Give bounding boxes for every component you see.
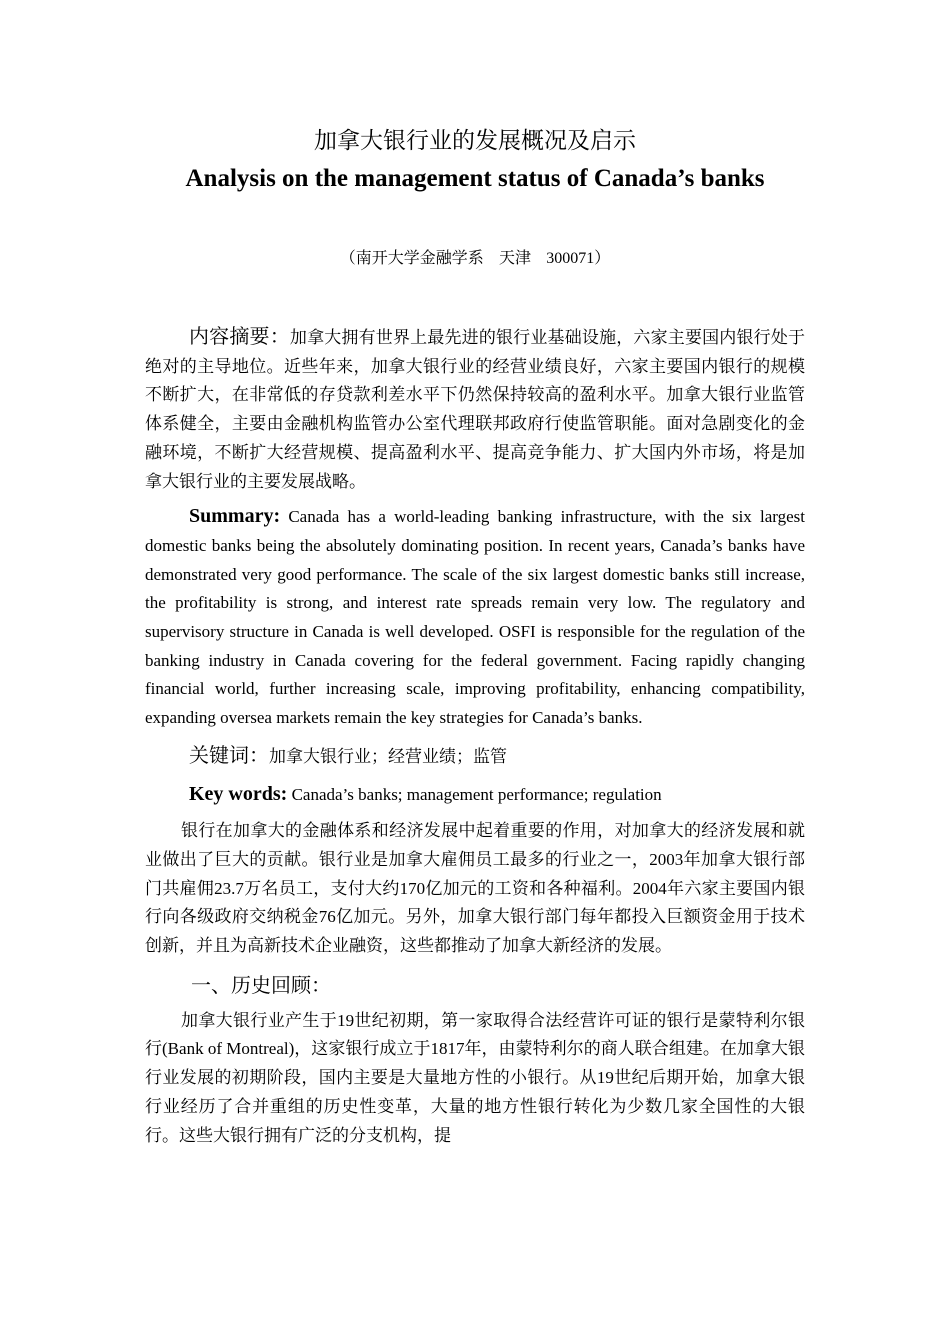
affiliation-city: 天津 — [498, 248, 531, 267]
keywords-english-text: Canada’s banks; management performance; regulation — [291, 784, 662, 804]
keywords-chinese-label: 关键词： — [189, 742, 269, 767]
title-english: Analysis on the management status of Canada’s banks — [185, 165, 765, 192]
author-affiliation — [0, 246, 950, 271]
abstract-english-text: Canada has a world-leading banking infrastructure, with the six largest domestic banks being the absolutely dominating position. In recent years, Canada’s banks have demonstrated very good performance. The scale of the six largest domestic banks still increase, the profitability is strong, and interest rate spreads remain very low. The regulatory and supervisory structure in Canada is well developed. OSFI is responsible for the regulation of the banking industry in Canada covering for the federal government. Facing rapidly changing financial world, further increasing scale, improving profitability, enhancing compatibility, expanding oversea markets remain the key strategies for Canada’s banks. — [145, 507, 806, 728]
abstract-chinese-text: 加拿大拥有世界上最先进的银行业基础设施，六家主要国内银行处于绝对的主导地位。近些年来，加拿大银行业的经营业绩良好，六家主要国内银行的规模不断扩大，在非常低的存贷款利差水平下仍然保持较高的盈利水平。加拿大银行业监管体系健全，主要由金融机构监管办公室代理联邦政府行使监管职能。面对急剧变化的金融环境，不断扩大经营规模、提高盈利水平、提高竞争能力、扩大国内外市场，将是加拿大银行业的主要发展战略。 — [145, 328, 806, 491]
section-heading: 一、历史回顾： — [191, 972, 331, 997]
keywords-english — [145, 780, 805, 810]
keywords-chinese — [145, 741, 805, 772]
affiliation-postcode: 300071） — [546, 250, 611, 267]
keywords-english-label: Key words: — [189, 782, 288, 805]
abstract-english — [145, 502, 805, 733]
keywords-chinese-text: 加拿大银行业；经营业绩；监管 — [269, 746, 507, 766]
abstract-english-label: Summary: — [189, 505, 281, 528]
title-chinese: 加拿大银行业的发展概况及启示 — [314, 128, 636, 154]
abstract-chinese — [145, 322, 805, 496]
abstract-chinese-label: 内容摘要： — [189, 324, 290, 348]
intro-paragraph: 银行在加拿大的金融体系和经济发展中起着重要的作用，对加拿大的经济发展和就业做出了巨大的贡献。银行业是加拿大雇佣员工最多的行业之一，2003年加拿大银行部门共雇佣23.7万名员工，支付大约170亿加元的工资和各种福利。2004年六家主要国内银行向各级政府交纳税金76亿加元。另外，加拿大银行部门每年都投入巨额资金用于技术创新，并且为高新技术企业融资，这些都推动了加拿大新经济的发展。 — [145, 821, 805, 956]
affiliation-text: （南开大学金融学系 — [339, 248, 484, 267]
document-body — [145, 322, 805, 1150]
section-paragraph: 加拿大银行业产生于19世纪初期，第一家取得合法经营许可证的银行是蒙特利尔银行(Bank of Montreal)，这家银行成立于1817年，由蒙特利尔的商人联合组建。在加拿大银行业发展的初期阶段，国内主要是大量地方性的小银行。从19世纪后期开始，加拿大银行业经历了合并重组的历史性变革，大量的地方性银行转化为少数几家全国性的大银行。这些大银行拥有广泛的分支机构，提 — [145, 1010, 805, 1145]
